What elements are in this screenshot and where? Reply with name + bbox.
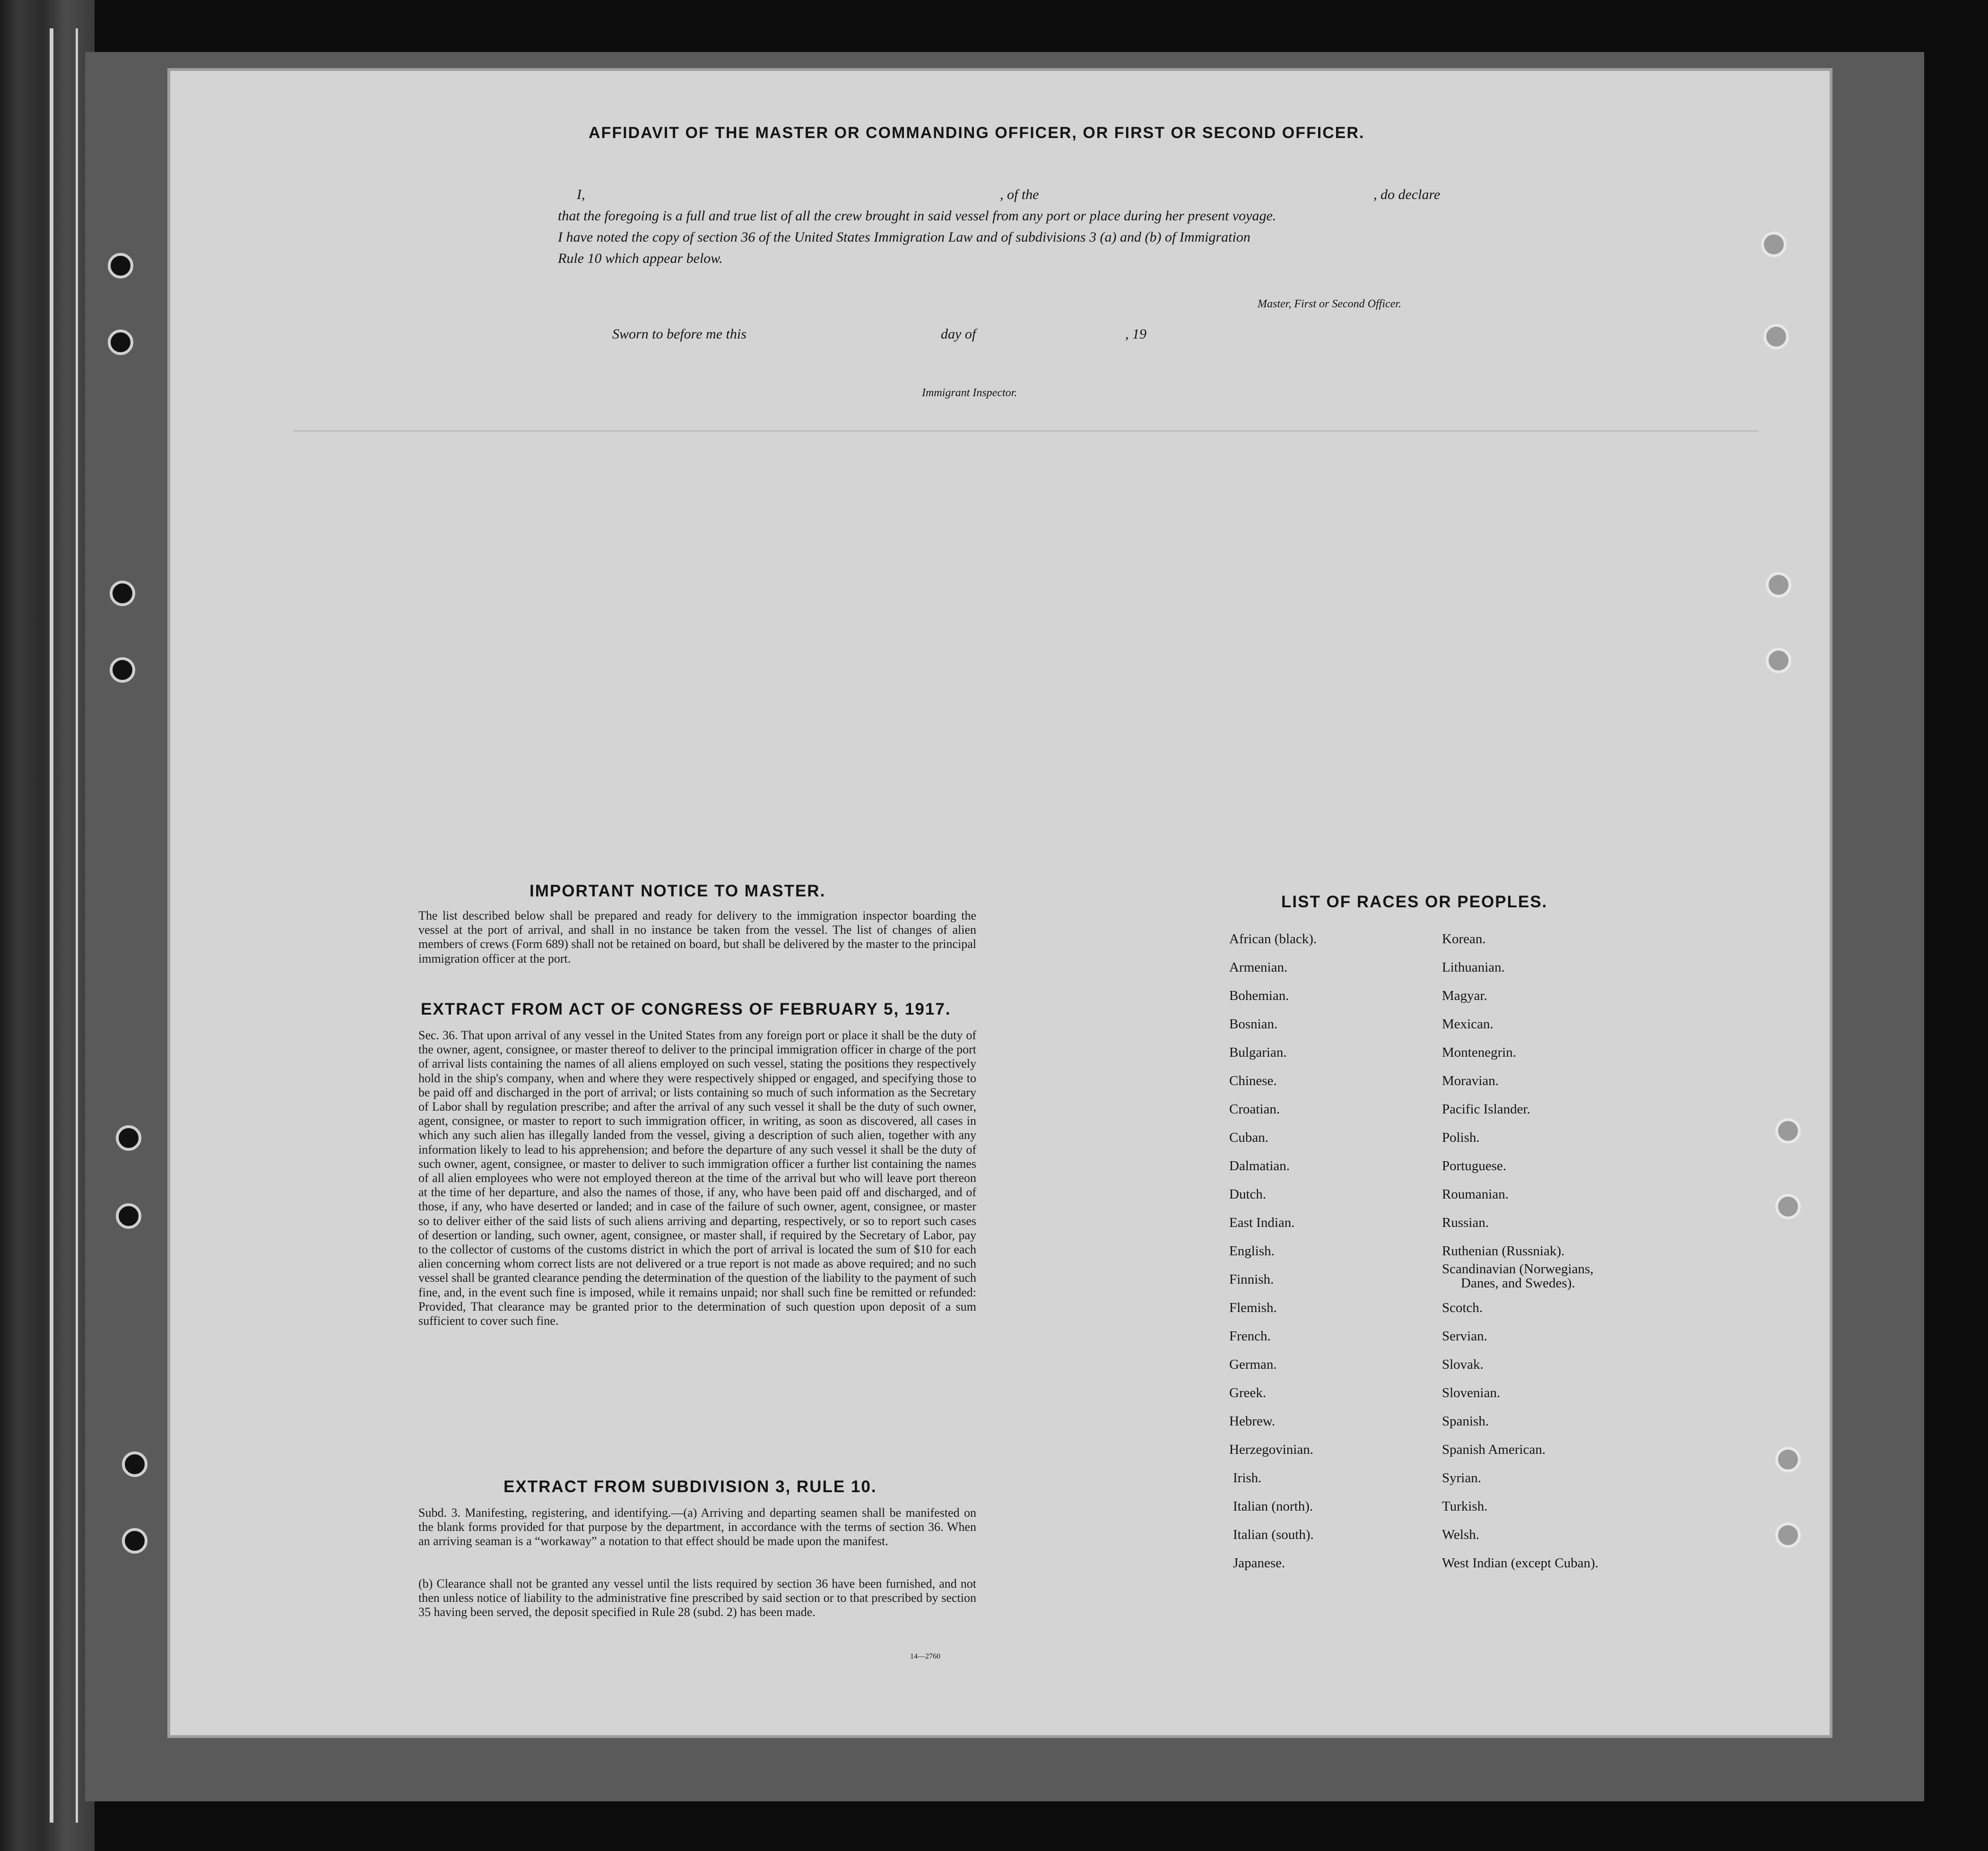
binder-hole	[116, 1125, 141, 1151]
race-item: Spanish.	[1442, 1414, 1489, 1429]
race-item: Welsh.	[1442, 1527, 1480, 1542]
affidavit-i: I,	[577, 187, 585, 202]
binder-hole	[108, 253, 133, 278]
binder-hole	[1766, 572, 1791, 598]
race-item: Slovenian.	[1442, 1385, 1501, 1400]
binder-hole	[1761, 232, 1787, 257]
race-item: Polish.	[1442, 1130, 1480, 1145]
binder-hole	[110, 581, 135, 606]
race-item: Chinese.	[1229, 1073, 1277, 1088]
race-item: Servian.	[1442, 1329, 1487, 1344]
race-item: English.	[1229, 1243, 1275, 1259]
race-item: Finnish.	[1229, 1272, 1274, 1287]
notice-title: IMPORTANT NOTICE TO MASTER.	[530, 882, 826, 900]
race-item: Ruthenian (Russniak).	[1442, 1243, 1565, 1259]
binder-hole	[116, 1203, 141, 1229]
race-item: Spanish American.	[1442, 1442, 1546, 1457]
race-item: Slovak.	[1442, 1357, 1484, 1372]
race-item: East Indian.	[1229, 1215, 1295, 1230]
affidavit-rule: Rule 10 which appear below.	[558, 251, 723, 266]
inspector-label: Immigrant Inspector.	[922, 387, 1017, 399]
race-item: Roumanian.	[1442, 1187, 1509, 1202]
race-item: Italian (north).	[1233, 1499, 1313, 1514]
binder-strip	[0, 0, 95, 1851]
race-item: Flemish.	[1229, 1300, 1277, 1315]
race-item: Syrian.	[1442, 1470, 1481, 1486]
race-item: Irish.	[1233, 1470, 1262, 1486]
race-item: West Indian (except Cuban).	[1442, 1556, 1599, 1571]
affidavit-title: AFFIDAVIT OF THE MASTER OR COMMANDING OFFICER, OR FIRST OR SECOND OFFICER.	[589, 124, 1365, 142]
race-item: Portuguese.	[1442, 1158, 1507, 1173]
form-number: 14—2760	[910, 1652, 940, 1660]
binder-hole	[1766, 648, 1791, 673]
race-item: Bohemian.	[1229, 988, 1289, 1003]
race-item: Bulgarian.	[1229, 1045, 1287, 1060]
race-item: Hebrew.	[1229, 1414, 1276, 1429]
rule-extract-text-b: (b) Clearance shall not be granted any vessel until the lists required by section 36 have been furnished, and not then unless notice of liability to the administrative fine prescribed by said section or to that prescribed by section 35 having been served, the deposit specified in Rule 28 (subd. 2) has been made.	[418, 1577, 976, 1619]
race-item: Italian (south).	[1233, 1527, 1314, 1542]
binder-hole	[122, 1528, 148, 1554]
race-item: Pacific Islander.	[1442, 1102, 1530, 1117]
binder-hole	[122, 1451, 148, 1477]
race-item: Armenian.	[1229, 960, 1288, 975]
race-item: Lithuanian.	[1442, 960, 1505, 975]
race-item: Herzegovinian.	[1229, 1442, 1313, 1457]
binder-hole	[108, 330, 133, 355]
binder-hole	[110, 657, 135, 683]
affidavit-of-the: , of the	[1000, 187, 1039, 202]
manifest-sheet	[170, 71, 1830, 1735]
race-item: Russian.	[1442, 1215, 1489, 1230]
binder-hole	[1775, 1447, 1801, 1472]
race-item: Moravian.	[1442, 1073, 1499, 1088]
race-item: African (black).	[1229, 931, 1317, 947]
race-item: Montenegrin.	[1442, 1045, 1517, 1060]
race-item: French.	[1229, 1329, 1271, 1344]
race-item: Scandinavian (Norwegians,	[1442, 1261, 1594, 1277]
binder-hole	[1775, 1194, 1801, 1219]
notice-text: The list described below shall be prepared and ready for delivery to the immigration inspector boarding the vessel at the port of arrival, and shall in no instance be taken from the vessel. The list of changes of alien members of crews (Form 689) shall not be retained on board, but shall be delivered by the master to the principal immigration officer at the port.	[418, 909, 976, 965]
race-item: Danes, and Swedes).	[1461, 1276, 1575, 1291]
race-item: Japanese.	[1233, 1556, 1285, 1571]
affidavit-do-declare: , do declare	[1373, 187, 1441, 202]
race-item: Greek.	[1229, 1385, 1267, 1400]
sworn-label: Sworn to before me this	[612, 326, 747, 342]
race-item: Korean.	[1442, 931, 1486, 947]
year-label: , 19	[1125, 326, 1146, 342]
rule-extract-text-a: Subd. 3. Manifesting, registering, and identifying.—(a) Arriving and departing seamen shall be manifested on the blank forms provided for that purpose by the department, in accordance with the terms of section 36. When an arriving seaman is a “workaway” a notation to that effect should be made upon the manifest.	[418, 1506, 976, 1548]
race-item: Turkish.	[1442, 1499, 1488, 1514]
race-item: German.	[1229, 1357, 1277, 1372]
affidavit-statement: that the foregoing is a full and true list of all the crew brought in said vessel from any port or place during her present voyage.	[558, 208, 1276, 224]
binder-hole	[1763, 324, 1789, 349]
act-extract-title: EXTRACT FROM ACT OF CONGRESS OF FEBRUARY 5, 1917.	[421, 1000, 951, 1018]
signature-label: Master, First or Second Officer.	[1258, 298, 1401, 310]
race-item: Dalmatian.	[1229, 1158, 1290, 1173]
day-of-label: day of	[941, 326, 976, 342]
race-item: Magyar.	[1442, 988, 1487, 1003]
act-extract-text: Sec. 36. That upon arrival of any vessel in the United States from any foreign port or place it shall be the duty of the owner, agent, consignee, or master thereof to deliver to the principal immigration officer in charge of the port of arrival lists containing the names of all aliens employed on such vessel, stating the positions they respectively hold in the ship's company, when and where they were respectively shipped or engaged, and specifying those to be paid off and discharged in the port of arrival; or lists containing so much of such information as the Secretary of Labor shall by regulation prescribe; and after the arrival of any such vessel it shall be the duty of such owner, agent, consignee, or master to report to such immigration officer, in writing, as soon as discovered, all cases in which any such alien has illegally landed from the vessel, giving a description of such alien, together with any information likely to lead to his apprehension; and before the departure of any such vessel it shall be the duty of such owner, agent, consignee, or master to deliver to such immigration officer a further list containing the names of all alien employees who were not employed thereon at the time of the arrival but who will leave port thereon at the time of her departure, and also the names of those, if any, who have been paid off and discharged, and of those, if any, who have deserted or landed; and in case of the failure of such owner, agent, consignee, or master so to deliver either of the said lists of such aliens arriving and departing, respectively, or so to report such cases of desertion or landing, such owner, agent, consignee, or master shall, if required by the Secretary of Labor, pay to the collector of customs of the customs district in which the port of arrival is located the sum of $10 for each alien concerning whom correct lists are not delivered or a true report is not made as above required; and no such vessel shall be granted clearance pending the determination of the question of the liability to the payment of such fine, and, in the event such fine is imposed, while it remains unpaid; nor shall such fine be remitted or refunded: Provided, That clearance may be granted prior to the determination of such question upon deposit of a sum sufficient to cover such fine.	[418, 1028, 976, 1328]
binder-hole	[1775, 1522, 1801, 1548]
binder-hole	[1775, 1118, 1801, 1144]
race-item: Dutch.	[1229, 1187, 1267, 1202]
bleed-through-line	[293, 430, 1759, 432]
race-item: Mexican.	[1442, 1017, 1493, 1032]
rule-extract-title: EXTRACT FROM SUBDIVISION 3, RULE 10.	[504, 1477, 877, 1496]
races-title: LIST OF RACES OR PEOPLES.	[1281, 893, 1548, 911]
affidavit-noted: I have noted the copy of section 36 of the United States Immigration Law and of subdivisions 3 (a) and (b) of Immigration	[558, 229, 1250, 245]
race-item: Scotch.	[1442, 1300, 1483, 1315]
race-item: Croatian.	[1229, 1102, 1280, 1117]
race-item: Cuban.	[1229, 1130, 1268, 1145]
race-item: Bosnian.	[1229, 1017, 1278, 1032]
